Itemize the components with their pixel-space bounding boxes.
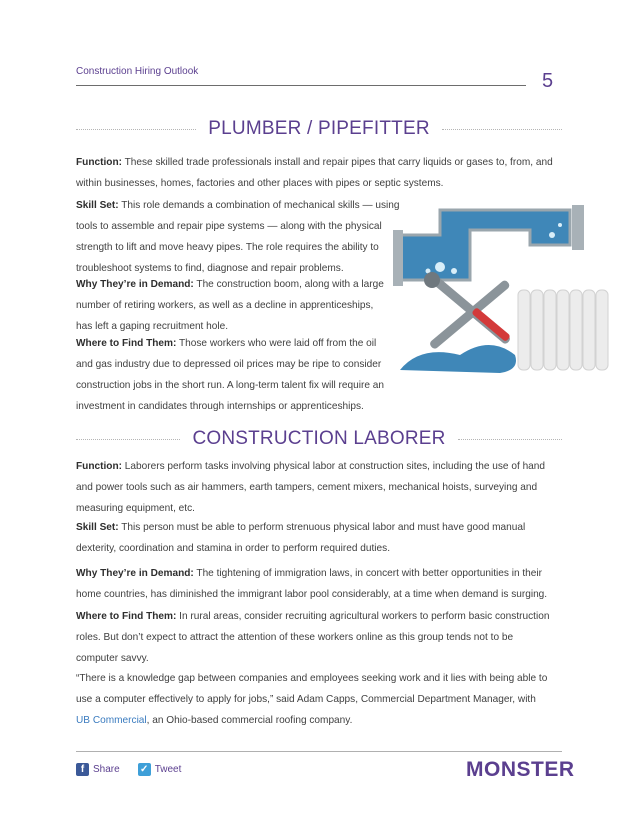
quote-paragraph bbox=[76, 668, 547, 731]
ub-commercial-link[interactable]: UB Commercial bbox=[76, 715, 147, 726]
text-line: tools to assemble and repair pipe systems — along with the physical bbox=[76, 221, 382, 232]
function-paragraph bbox=[76, 456, 545, 519]
find-paragraph bbox=[76, 606, 549, 669]
text-line: home countries, has diminished the immigrant labor pool considerably, at a time when demand is surging. bbox=[76, 589, 548, 600]
pipe-icon bbox=[393, 205, 584, 286]
radiator-icon bbox=[518, 290, 608, 370]
text-line: has left a gaping recruitment hole. bbox=[76, 321, 229, 332]
skill-label: Skill Set: bbox=[76, 200, 119, 211]
find-label: Where to Find Them: bbox=[76, 338, 177, 349]
wrench-icon bbox=[424, 272, 512, 350]
demand-label: Why They’re in Demand: bbox=[76, 568, 194, 579]
text-line: This person must be able to perform strenuous physical labor and must have good manual bbox=[118, 522, 526, 533]
footer-rule bbox=[76, 751, 562, 752]
facebook-icon[interactable]: f bbox=[76, 763, 89, 776]
section-heading-laborer bbox=[76, 428, 562, 450]
function-label: Function: bbox=[76, 157, 122, 168]
text-line: , an Ohio-based commercial roofing company. bbox=[146, 715, 353, 726]
divider bbox=[442, 129, 562, 130]
text-line: roles. But don’t expect to attract the attention of these workers online as this group tends not to be bbox=[76, 632, 514, 643]
monster-logo: MONSTER bbox=[466, 758, 575, 781]
text-line: computer savvy. bbox=[76, 653, 149, 664]
text-line: number of retiring workers, as well as a decline in apprenticeships, bbox=[76, 300, 374, 311]
page-number: 5 bbox=[542, 70, 554, 92]
text-line: Those workers who were laid off from the oil bbox=[176, 338, 377, 349]
footer-share-bar bbox=[76, 763, 181, 776]
divider bbox=[76, 129, 196, 130]
text-line: “There is a knowledge gap between companies and employees seeking work and it lies with being able to bbox=[76, 673, 548, 684]
divider bbox=[458, 439, 562, 440]
header-rule bbox=[76, 85, 526, 86]
skill-paragraph bbox=[76, 195, 400, 279]
text-line: within businesses, homes, factories and other places with pipes or septic systems. bbox=[76, 178, 444, 189]
text-line: construction jobs in the short run. A long-term talent fix will require an bbox=[76, 380, 385, 391]
text-line: measuring equipment, etc. bbox=[76, 503, 195, 514]
demand-paragraph bbox=[76, 563, 547, 605]
find-label: Where to Find Them: bbox=[76, 611, 177, 622]
text-line: use a computer effectively to apply for jobs,” said Adam Capps, Commercial Department Manager, with bbox=[76, 694, 536, 705]
plumbing-illustration bbox=[380, 195, 620, 385]
header-title: Construction Hiring Outlook bbox=[76, 66, 199, 77]
text-line: investment in candidates through internships or apprenticeships. bbox=[76, 401, 364, 412]
text-line: dexterity, coordination and stamina in order to perform required duties. bbox=[76, 543, 391, 554]
text-line: Laborers perform tasks involving physical labor at construction sites, including the use of hand bbox=[121, 461, 546, 472]
text-line: The construction boom, along with a large bbox=[193, 279, 384, 290]
tweet-button[interactable]: Tweet bbox=[154, 764, 182, 775]
divider bbox=[76, 439, 180, 440]
skill-label: Skill Set: bbox=[76, 522, 119, 533]
text-line: These skilled trade professionals install and repair pipes that carry liquids or gases to, from, and bbox=[121, 157, 553, 168]
water-puddle-icon bbox=[400, 345, 516, 373]
find-paragraph bbox=[76, 333, 384, 417]
skill-paragraph bbox=[76, 517, 525, 559]
section-title: CONSTRUCTION LABORER bbox=[192, 428, 446, 449]
function-label: Function: bbox=[76, 461, 122, 472]
twitter-icon[interactable]: ✓ bbox=[138, 763, 151, 776]
share-button[interactable]: Share bbox=[93, 764, 120, 775]
demand-label: Why They’re in Demand: bbox=[76, 279, 194, 290]
text-line: The tightening of immigration laws, in concert with better opportunities in their bbox=[193, 568, 543, 579]
text-line: and power tools such as air hammers, earth tampers, cement mixers, mechanical hoists, surveying and bbox=[76, 482, 538, 493]
demand-paragraph bbox=[76, 274, 384, 337]
text-line: strength to lift and move heavy pipes. The role requires the ability to bbox=[76, 242, 379, 253]
text-line: This role demands a combination of mechanical skills — using bbox=[118, 200, 400, 211]
text-line: In rural areas, consider recruiting agricultural workers to perform basic construction bbox=[176, 611, 550, 622]
function-paragraph bbox=[76, 152, 553, 194]
text-line: troubleshoot systems to find, diagnose and repair problems. bbox=[76, 263, 344, 274]
section-title: PLUMBER / PIPEFITTER bbox=[208, 118, 430, 139]
text-line: and gas industry due to depressed oil prices may be ripe to consider bbox=[76, 359, 382, 370]
section-heading-plumber bbox=[76, 118, 562, 140]
